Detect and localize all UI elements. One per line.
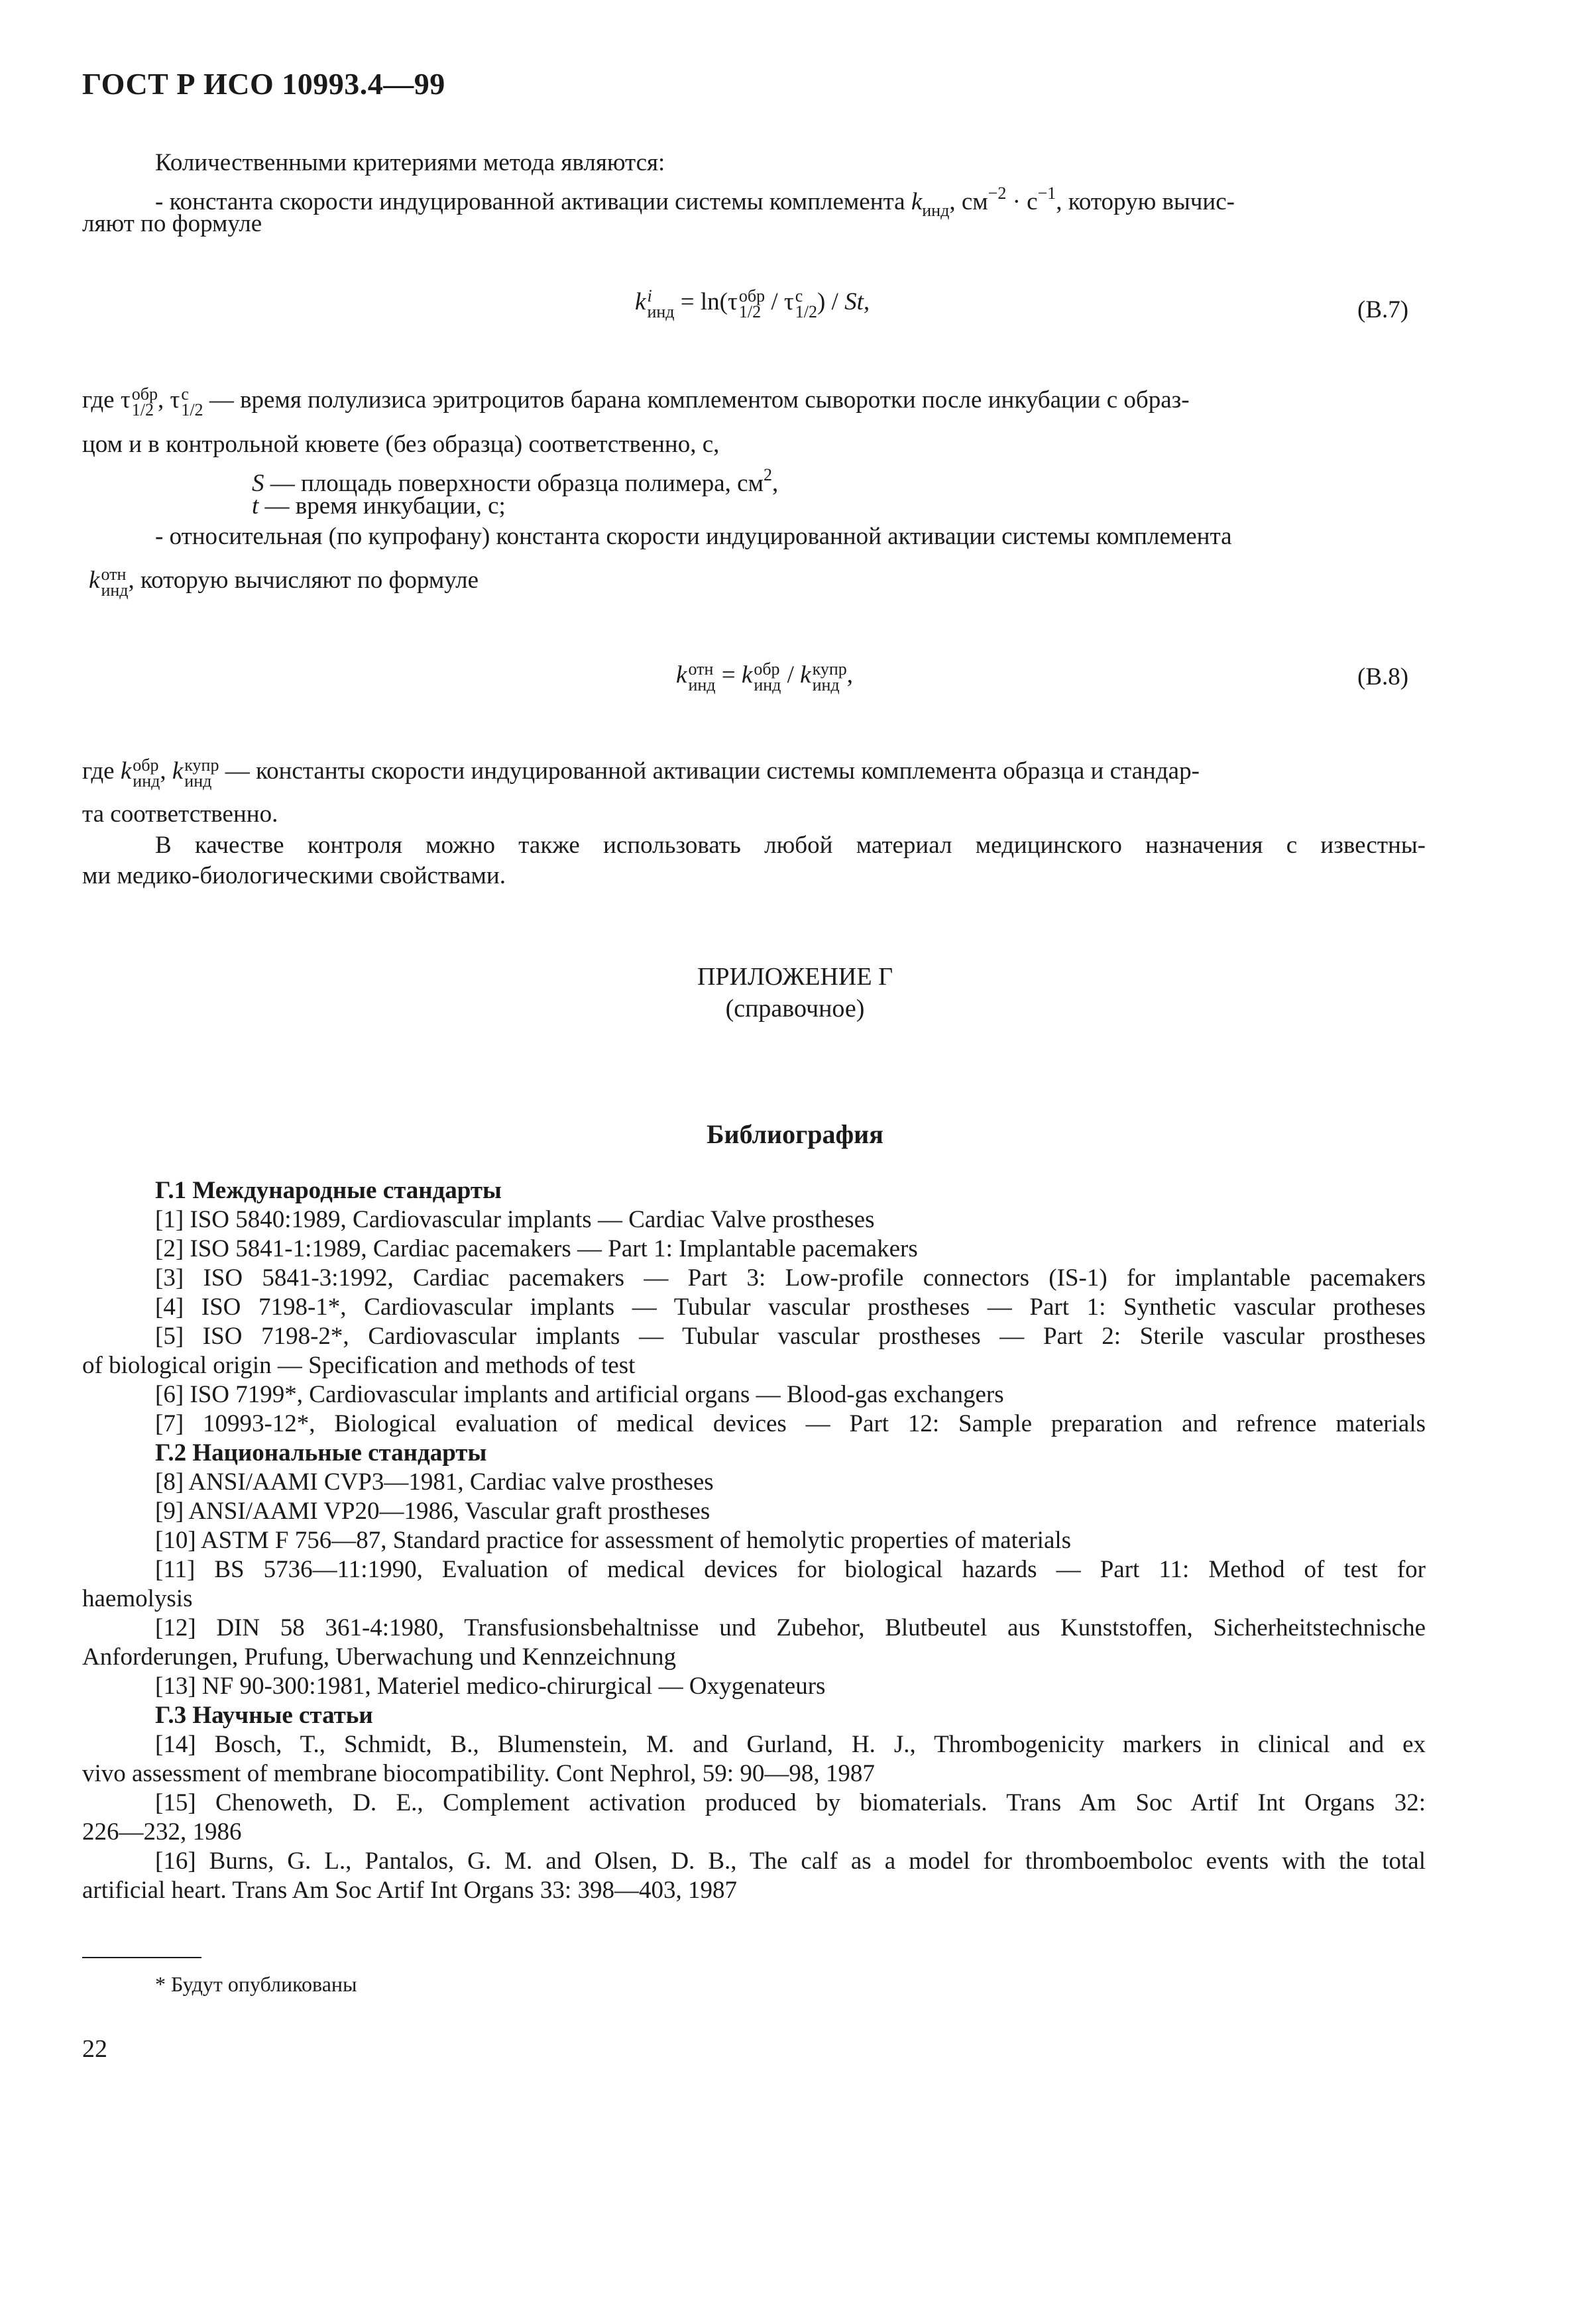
bibliography-line: [2] ISO 5841-1:1989, Cardiac pacemakers — Part 1: Implantable pacemakers bbox=[155, 1235, 918, 1262]
criterion-2-cont: k отн инд , которую вычисляют по формуле bbox=[89, 564, 479, 600]
document-header: ГОСТ Р ИСО 10993.4—99 bbox=[82, 67, 445, 101]
bibliography-line: artificial heart. Trans Am Soc Artif Int Organs 33: 398—403, 1987 bbox=[82, 1877, 737, 1904]
bibliography-line: [7] 10993-12*, Biological evaluation of medical devices — Part 12: Sample preparation and refrence materials bbox=[155, 1410, 1426, 1437]
footnote-divider bbox=[82, 1957, 201, 1958]
bibliography-line: [13] NF 90-300:1981, Materiel medico-chirurgical — Oxygenateurs bbox=[155, 1673, 826, 1700]
bibliography-line: [8] ANSI/AAMI CVP3—1981, Cardiac valve prostheses bbox=[155, 1468, 714, 1496]
intro-text: Количественными критериями метода являются: bbox=[155, 149, 665, 176]
bibliography-line: of biological origin — Specification and methods of test bbox=[82, 1352, 636, 1379]
bibliography-title: Библиография bbox=[707, 1119, 883, 1149]
bibliography-line: [12] DIN 58 361-4:1980, Transfusionsbehaltnisse und Zubehor, Blutbeutel aus Kunststoffen, Sicherheitstechnische bbox=[155, 1614, 1426, 1641]
criterion-2: - относительная (по купрофану) константа скорости индуцированной активации системы комплемента bbox=[155, 523, 1232, 550]
page-number: 22 bbox=[82, 2035, 107, 2063]
bibliography-line: [1] ISO 5840:1989, Cardiovascular implants — Cardiac Valve prostheses bbox=[155, 1206, 875, 1233]
where-s: S — площадь поверхности образца полимера, $см^2$, bbox=[252, 465, 779, 497]
where-tau-cont: цом и в контрольной кювете (без образца) соответственно, с, bbox=[82, 431, 720, 458]
footnote: * Будут опубликованы bbox=[155, 1972, 357, 1996]
formula-b7-number: (В.7) bbox=[1357, 296, 1409, 323]
control-paragraph: В качестве контроля можно также использовать любой материал медицинского назначения с известны- bbox=[155, 832, 1426, 859]
control-paragraph-cont: ми медико-биологическими свойствами. bbox=[82, 862, 506, 889]
formula-b8-number: (В.8) bbox=[1357, 663, 1409, 691]
appendix-subtitle: (справочное) bbox=[725, 995, 865, 1023]
bibliography-line: Anforderungen, Prufung, Uberwachung und Kennzeichnung bbox=[82, 1643, 676, 1671]
bibliography-section-heading: Г.2 Национальные стандарты bbox=[155, 1439, 487, 1466]
formula-b7: k i инд = ln(τ обр 1/2 / τ c 1/2 ) / St, bbox=[635, 286, 870, 321]
bibliography-line: [16] Burns, G. L., Pantalos, G. M. and Olsen, D. B., The calf as a model for thromboemboloc events with the total bbox=[155, 1848, 1426, 1875]
criterion-1: - константа скорости индуцированной активации системы комплемента $k_{инд}$, $см^{-2} \cdot с^{-1}$, которую вычис- bbox=[155, 184, 1235, 220]
appendix-title: ПРИЛОЖЕНИЕ Г bbox=[697, 963, 893, 991]
bibliography-line: [6] ISO 7199*, Cardiovascular implants and artificial organs — Blood-gas exchangers bbox=[155, 1381, 1004, 1408]
where-tau: где τ обр 1/2 , τ c 1/2 — время полулизиса эритроцитов барана комплементом сыворотки после инкубации с образ- bbox=[82, 384, 1190, 419]
bibliography-line: [5] ISO 7198-2*, Cardiovascular implants — Tubular vascular prostheses — Part 2: Sterile vascular prostheses bbox=[155, 1323, 1426, 1350]
where-k-cont: та соответственно. bbox=[82, 801, 278, 828]
bibliography-line: [4] ISO 7198-1*, Cardiovascular implants — Tubular vascular prostheses — Part 1: Synthetic vascular protheses bbox=[155, 1294, 1426, 1321]
formula-b8: k отн инд = k обр инд / k купр инд , bbox=[676, 659, 854, 694]
bibliography-line: [11] BS 5736—11:1990, Evaluation of medical devices for biological hazards — Part 11: Method of test for bbox=[155, 1556, 1426, 1583]
bibliography-line: haemolysis bbox=[82, 1585, 193, 1612]
where-t: t — время инкубации, с; bbox=[252, 492, 506, 520]
bibliography-section-heading: Г.1 Международные стандарты bbox=[155, 1177, 502, 1204]
criterion-1-cont: ляют по формуле bbox=[82, 210, 262, 237]
bibliography-line: [14] Bosch, T., Schmidt, B., Blumenstein, M. and Gurland, H. J., Thrombogenicity markers in clinical and ex bbox=[155, 1731, 1426, 1758]
where-k: где k обр инд , k купр инд — константы скорости индуцированной активации системы комплемента образца и стандар- bbox=[82, 755, 1200, 791]
bibliography-section-heading: Г.3 Научные статьи bbox=[155, 1702, 373, 1729]
bibliography-line: [3] ISO 5841-3:1992, Cardiac pacemakers — Part 3: Low-profile connectors (IS-1) for implantable pacemakers bbox=[155, 1264, 1426, 1292]
bibliography-line: [15] Chenoweth, D. E., Complement activation produced by biomaterials. Trans Am Soc Artif Int Organs 32: bbox=[155, 1789, 1426, 1816]
bibliography-line: 226—232, 1986 bbox=[82, 1818, 242, 1846]
bibliography-line: [10] ASTM F 756—87, Standard practice for assessment of hemolytic properties of materials bbox=[155, 1527, 1072, 1554]
bibliography-line: [9] ANSI/AAMI VP20—1986, Vascular graft prostheses bbox=[155, 1498, 710, 1525]
bibliography-list bbox=[82, 1176, 1426, 1905]
bibliography-line: vivo assessment of membrane biocompatibility. Cont Nephrol, 59: 90—98, 1987 bbox=[82, 1760, 875, 1787]
